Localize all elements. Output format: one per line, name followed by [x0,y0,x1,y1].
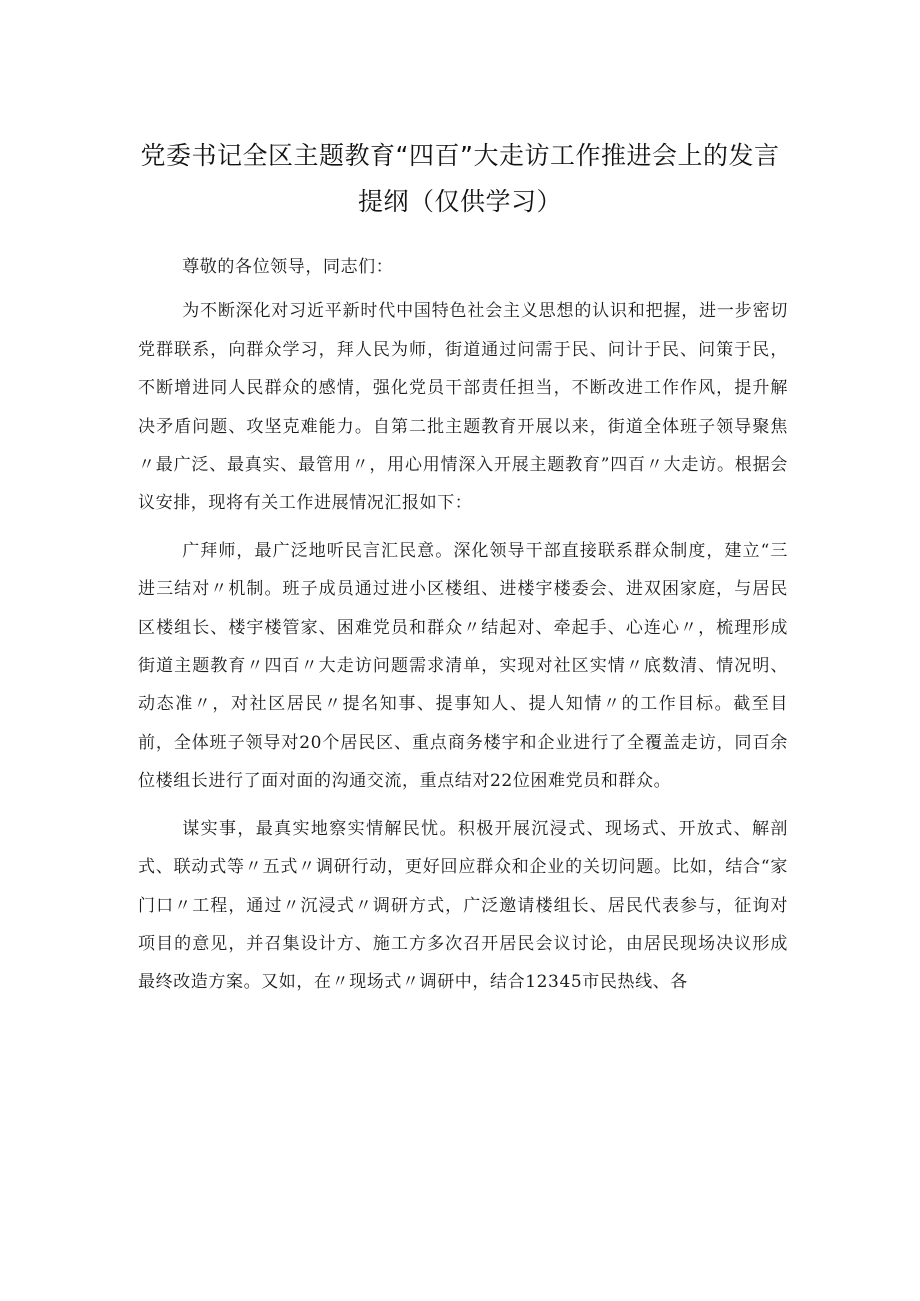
paragraph-intro: 为不断深化对习近平新时代中国特色社会主义思想的认识和把握，进一步密切党群联系，向群众学习，拜人民为师，街道通过问需于民、问计于民、问策于民，不断增进同人民群众的感情，强化党员干部责任担当，不断改进工作作风，提升解决矛盾问题、攻坚克难能力。自第二批主题教育开展以来，街道全体班子领导聚焦〃最广泛、最真实、最管用〃，用心用情深入开展主题教育”四百〃大走访。根据会议安排，现将有关工作进展情况汇报如下： [138,301,788,514]
document-body [138,248,788,1011]
document-title-line-1: 党委书记全区主题教育“四百”大走访工作推进会上的发言 [140,141,780,170]
salutation: 尊敬的各位领导，同志们： [182,257,394,277]
paragraph-mou-shi-shi: 谋实事，最真实地察实情解民忧。积极开展沉浸式、现场式、开放式、解剖式、联动式等〃五式〃调研行动，更好回应群众和企业的关切问题。比如，结合“家门口〃工程，通过〃沉浸式〃调研方式，广泛邀请楼组长、居民代表参与，征询对项目的意见，并召集设计方、施工方多次召开居民会议讨论，由居民现场决议形成最终改造方案。又如，在〃现场式〃调研中，结合12345市民热线、各 [138,818,788,993]
document-title-line-2: 提纲（仅供学习） [357,187,562,216]
paragraph-guang-bai-shi: 广拜师，最广泛地听民言汇民意。深化领导干部直接联系群众制度，建立“三进三结对〃机制。班子成员通过进小区楼组、进楼宇楼委会、进双困家庭，与居民区楼组长、楼宇楼管家、困难党员和群众〃结起对、牵起手、心连心〃，梳理形成街道主题教育〃四百〃大走访问题需求清单，实现对社区实情〃底数清、情况明、动态准〃，对社区居民〃提名知事、提事知人、提人知情〃的工作目标。截至目前，全体班子领导对20个居民区、重点商务楼宇和企业进行了全覆盖走访，同百余位楼组长进行了面对面的沟通交流，重点结对22位困难党员和群众。 [138,540,788,792]
